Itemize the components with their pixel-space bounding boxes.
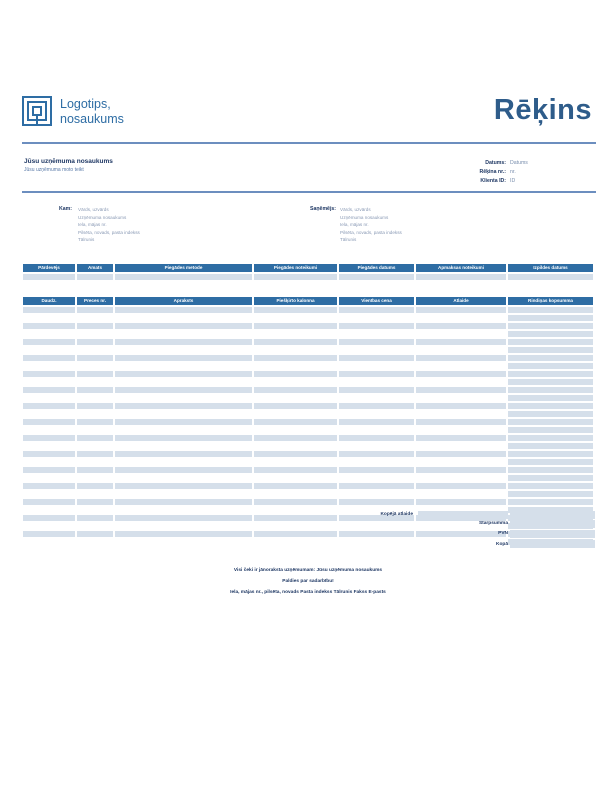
table-cell[interactable] (254, 339, 337, 345)
table-cell[interactable] (77, 499, 113, 505)
table-cell[interactable] (339, 395, 414, 401)
table-cell[interactable] (416, 331, 506, 337)
date-value: Datums (510, 160, 528, 166)
table-cell[interactable] (77, 379, 113, 385)
items-table-header (23, 297, 595, 305)
document-title: Rēķins (493, 94, 592, 126)
table-cell[interactable] (508, 331, 593, 337)
table-cell[interactable] (339, 443, 414, 449)
table-cell[interactable] (416, 347, 506, 353)
table-cell[interactable] (416, 403, 506, 409)
table-cell[interactable] (508, 451, 593, 457)
table-cell[interactable] (508, 315, 593, 321)
company-slogan: Jūsu uzņēmuma moto teikt (24, 167, 84, 173)
table-cell[interactable] (254, 371, 337, 377)
table-cell[interactable] (77, 339, 113, 345)
col-discount: Atlaide (416, 297, 506, 305)
table-cell[interactable] (77, 515, 113, 521)
total-cell[interactable] (510, 540, 595, 548)
table-row (23, 274, 595, 280)
table-cell[interactable] (23, 395, 75, 401)
table-cell[interactable] (23, 379, 75, 385)
table-cell[interactable] (508, 483, 593, 489)
col-shipping-terms: Piegādes noteikumi (254, 264, 337, 272)
table-row (23, 419, 595, 425)
table-cell[interactable] (115, 435, 252, 441)
table-cell[interactable] (115, 363, 252, 369)
bill-to-line: Vārds, uzvārds (78, 207, 109, 212)
shipping-table (23, 264, 595, 280)
table-cell[interactable] (254, 459, 337, 465)
table-cell[interactable] (339, 499, 414, 505)
table-cell[interactable] (339, 419, 414, 425)
invoice-number-label: Rēķina nr.: (479, 169, 506, 175)
table-cell[interactable] (115, 491, 252, 497)
table-cell[interactable] (416, 323, 506, 329)
meta-labels (440, 159, 506, 186)
bill-to-address (78, 206, 140, 244)
table-cell[interactable] (23, 419, 75, 425)
table-cell[interactable] (23, 339, 75, 345)
table-cell[interactable] (77, 427, 113, 433)
table-cell[interactable] (508, 491, 593, 497)
table-cell[interactable] (23, 523, 75, 529)
table-cell[interactable] (254, 387, 337, 393)
table-cell[interactable] (254, 467, 337, 473)
table-row (23, 363, 595, 369)
table-cell[interactable] (77, 315, 113, 321)
table-cell[interactable] (115, 379, 252, 385)
table-row (23, 499, 595, 505)
table-cell[interactable] (254, 491, 337, 497)
table-cell[interactable] (23, 539, 75, 545)
table-cell[interactable] (115, 315, 252, 321)
table-cell[interactable] (416, 451, 506, 457)
bill-to-line: Uzņēmuma nosaukums (78, 214, 127, 220)
table-cell[interactable] (23, 274, 75, 280)
table-cell[interactable] (508, 347, 593, 353)
table-cell[interactable] (254, 483, 337, 489)
logo-icon (22, 96, 52, 126)
table-cell[interactable] (77, 491, 113, 497)
col-description: Apraksts (115, 297, 252, 305)
vat-label: PVN (498, 531, 508, 536)
table-cell[interactable] (416, 355, 506, 361)
table-cell[interactable] (508, 363, 593, 369)
total-discount-label: Kopējā atlaide (380, 512, 413, 517)
table-cell[interactable] (77, 403, 113, 409)
table-cell[interactable] (339, 315, 414, 321)
table-cell[interactable] (77, 411, 113, 417)
table-cell[interactable] (77, 355, 113, 361)
table-row (23, 483, 595, 489)
table-cell[interactable] (416, 443, 506, 449)
table-cell[interactable] (339, 523, 414, 529)
table-row (23, 467, 595, 473)
table-cell[interactable] (508, 443, 593, 449)
table-cell[interactable] (508, 307, 593, 313)
client-id-value: ID (510, 178, 516, 184)
footer-thanks: Paldies par sadarbību! (282, 579, 334, 584)
table-cell[interactable] (339, 355, 414, 361)
table-cell[interactable] (23, 515, 75, 521)
table-cell[interactable] (339, 363, 414, 369)
table-cell[interactable] (23, 371, 75, 377)
table-cell[interactable] (339, 331, 414, 337)
total-discount-line-cell[interactable] (510, 511, 595, 519)
table-cell[interactable] (254, 331, 337, 337)
col-payment-terms: Apmaksas noteikumi (416, 264, 506, 272)
table-cell[interactable] (339, 371, 414, 377)
total-discount-cell[interactable] (418, 511, 508, 519)
table-cell[interactable] (77, 395, 113, 401)
table-cell[interactable] (77, 435, 113, 441)
table-cell[interactable] (115, 274, 252, 280)
shipping-table-header (23, 264, 595, 272)
table-cell[interactable] (77, 483, 113, 489)
table-row (23, 451, 595, 457)
table-cell[interactable] (416, 379, 506, 385)
table-cell[interactable] (508, 459, 593, 465)
table-cell[interactable] (77, 539, 113, 545)
table-cell[interactable] (115, 443, 252, 449)
col-job: Amats (77, 264, 113, 272)
meta-values (510, 159, 528, 186)
ship-to-line: Iela, mājas nr. (340, 222, 369, 228)
items-table-body (23, 307, 595, 545)
table-cell[interactable] (254, 435, 337, 441)
table-cell[interactable] (115, 499, 252, 505)
table-cell[interactable] (339, 411, 414, 417)
table-cell[interactable] (508, 403, 593, 409)
table-row (23, 315, 595, 321)
company-name: Jūsu uzņēmuma nosaukums (24, 158, 113, 165)
bill-to-label: Kam: (59, 206, 72, 212)
table-cell[interactable] (115, 507, 252, 513)
col-line-total: Rindiņas kopsumma (508, 297, 593, 305)
table-cell[interactable] (339, 531, 414, 537)
col-column: Piešķirto kalonna (254, 297, 337, 305)
table-cell[interactable] (339, 403, 414, 409)
table-cell[interactable] (23, 443, 75, 449)
table-cell[interactable] (339, 379, 414, 385)
table-cell[interactable] (23, 347, 75, 353)
total-label: Kopā (496, 542, 508, 547)
table-cell[interactable] (416, 371, 506, 377)
table-cell[interactable] (115, 355, 252, 361)
subtotal-cell[interactable] (510, 520, 595, 528)
table-cell[interactable] (508, 499, 593, 505)
table-cell[interactable] (416, 274, 506, 280)
table-cell[interactable] (115, 539, 252, 545)
table-cell[interactable] (23, 411, 75, 417)
table-row (23, 395, 595, 401)
table-cell[interactable] (508, 339, 593, 345)
table-cell[interactable] (339, 491, 414, 497)
table-cell[interactable] (115, 451, 252, 457)
table-cell[interactable] (416, 363, 506, 369)
table-cell[interactable] (254, 539, 337, 545)
table-cell[interactable] (115, 467, 252, 473)
col-delivery-date: Piegādes datums (339, 264, 414, 272)
table-row (23, 475, 595, 481)
table-cell[interactable] (77, 387, 113, 393)
table-cell[interactable] (508, 323, 593, 329)
table-cell[interactable] (254, 379, 337, 385)
table-cell[interactable] (23, 331, 75, 337)
table-cell[interactable] (115, 483, 252, 489)
table-cell[interactable] (254, 347, 337, 353)
table-cell[interactable] (77, 523, 113, 529)
ship-to-label: Saņēmējs: (310, 206, 336, 212)
table-cell[interactable] (115, 523, 252, 529)
table-cell[interactable] (254, 403, 337, 409)
table-cell[interactable] (254, 323, 337, 329)
items-table (23, 297, 595, 545)
table-cell[interactable] (23, 323, 75, 329)
table-cell[interactable] (254, 443, 337, 449)
table-cell[interactable] (254, 363, 337, 369)
table-cell[interactable] (23, 435, 75, 441)
table-cell[interactable] (254, 274, 337, 280)
table-cell[interactable] (339, 451, 414, 457)
subtotal-label: Starpsumma (478, 521, 508, 526)
col-shipping-method: Piegādes metode (115, 264, 252, 272)
date-label: Datums: (485, 160, 506, 166)
col-salesperson: Pārdevējs (23, 264, 75, 272)
table-cell[interactable] (416, 315, 506, 321)
table-cell[interactable] (254, 307, 337, 313)
client-id-label: Klienta ID: (480, 178, 506, 184)
footer-payable-note: Visi čeki ir jānoraksta uzņēmumam: Jūsu uzņēmuma nosaukums (233, 568, 383, 573)
table-cell[interactable] (23, 387, 75, 393)
table-cell[interactable] (254, 523, 337, 529)
table-cell[interactable] (115, 475, 252, 481)
table-cell[interactable] (254, 475, 337, 481)
meta-divider (22, 191, 596, 193)
table-cell[interactable] (115, 339, 252, 345)
table-cell[interactable] (416, 467, 506, 473)
table-cell[interactable] (23, 499, 75, 505)
vat-cell[interactable] (510, 530, 595, 538)
col-unit-price: Vienības cena (339, 297, 414, 305)
table-cell[interactable] (77, 363, 113, 369)
table-cell[interactable] (254, 355, 337, 361)
table-cell[interactable] (508, 379, 593, 385)
table-cell[interactable] (339, 467, 414, 473)
table-cell[interactable] (254, 499, 337, 505)
table-cell[interactable] (339, 323, 414, 329)
table-cell[interactable] (115, 403, 252, 409)
ship-to-line: Pilsēta, novads, pasta indekss (340, 229, 402, 235)
table-cell[interactable] (508, 274, 593, 280)
bill-to-line: Tālrunis (78, 237, 95, 243)
table-cell[interactable] (339, 475, 414, 481)
table-cell[interactable] (339, 483, 414, 489)
table-cell[interactable] (508, 467, 593, 473)
table-cell[interactable] (339, 307, 414, 313)
table-cell[interactable] (339, 274, 414, 280)
table-cell[interactable] (416, 483, 506, 489)
table-row (23, 347, 595, 353)
bill-to-line: Iela, mājas nr. (78, 222, 107, 228)
table-cell[interactable] (115, 331, 252, 337)
table-row (23, 339, 595, 345)
col-quantity: Daudz. (23, 297, 75, 305)
table-cell[interactable] (115, 371, 252, 377)
table-cell[interactable] (508, 475, 593, 481)
table-cell[interactable] (339, 427, 414, 433)
table-cell[interactable] (23, 307, 75, 313)
table-cell[interactable] (339, 435, 414, 441)
table-cell[interactable] (23, 459, 75, 465)
ship-to-line: Vārds, uzvārds (340, 207, 371, 212)
table-cell[interactable] (115, 459, 252, 465)
table-cell[interactable] (508, 387, 593, 393)
table-cell[interactable] (339, 539, 414, 545)
table-cell[interactable] (23, 403, 75, 409)
table-row (23, 435, 595, 441)
table-cell[interactable] (508, 411, 593, 417)
table-cell[interactable] (508, 395, 593, 401)
table-cell[interactable] (416, 387, 506, 393)
table-cell[interactable] (115, 419, 252, 425)
table-cell[interactable] (339, 459, 414, 465)
table-row (23, 459, 595, 465)
logo-line-2: nosaukums (60, 112, 124, 126)
table-cell[interactable] (77, 443, 113, 449)
table-cell[interactable] (77, 531, 113, 537)
table-cell[interactable] (77, 475, 113, 481)
table-cell[interactable] (416, 307, 506, 313)
ship-to-line: Uzņēmuma nosaukums (340, 214, 389, 220)
table-cell[interactable] (416, 491, 506, 497)
table-row (23, 355, 595, 361)
table-cell[interactable] (254, 451, 337, 457)
table-cell[interactable] (254, 427, 337, 433)
table-cell[interactable] (115, 387, 252, 393)
table-cell[interactable] (23, 531, 75, 537)
table-row (23, 323, 595, 329)
table-cell[interactable] (416, 395, 506, 401)
table-row (23, 387, 595, 393)
table-cell[interactable] (339, 339, 414, 345)
header-divider (22, 142, 596, 144)
table-cell[interactable] (416, 411, 506, 417)
table-cell[interactable] (508, 371, 593, 377)
table-cell[interactable] (339, 387, 414, 393)
table-row (23, 491, 595, 497)
table-cell[interactable] (416, 427, 506, 433)
table-cell[interactable] (115, 347, 252, 353)
table-cell[interactable] (77, 507, 113, 513)
table-cell[interactable] (23, 491, 75, 497)
table-cell[interactable] (77, 274, 113, 280)
table-row (23, 371, 595, 377)
table-cell[interactable] (254, 419, 337, 425)
table-cell[interactable] (115, 307, 252, 313)
table-cell[interactable] (115, 323, 252, 329)
table-cell[interactable] (23, 427, 75, 433)
table-cell[interactable] (254, 531, 337, 537)
table-cell[interactable] (254, 395, 337, 401)
table-row (23, 427, 595, 433)
table-cell[interactable] (23, 451, 75, 457)
table-cell[interactable] (254, 411, 337, 417)
table-cell[interactable] (77, 347, 113, 353)
bill-to-line: Pilsēta, novads, pasta indekss (78, 229, 140, 235)
table-cell[interactable] (115, 515, 252, 521)
logo-line-1: Logotips, (60, 97, 111, 111)
table-cell[interactable] (115, 531, 252, 537)
table-cell[interactable] (77, 307, 113, 313)
logo-name (60, 97, 124, 127)
table-cell[interactable] (508, 427, 593, 433)
table-row (23, 331, 595, 337)
table-cell[interactable] (77, 419, 113, 425)
footer (0, 565, 616, 598)
table-cell[interactable] (416, 459, 506, 465)
ship-to-address (340, 206, 402, 244)
table-cell[interactable] (254, 315, 337, 321)
table-cell[interactable] (416, 435, 506, 441)
table-cell[interactable] (508, 435, 593, 441)
table-cell[interactable] (77, 371, 113, 377)
table-cell[interactable] (115, 411, 252, 417)
table-cell[interactable] (77, 451, 113, 457)
invoice-number-value: nr. (510, 169, 516, 175)
table-cell[interactable] (23, 483, 75, 489)
table-cell[interactable] (23, 467, 75, 473)
table-cell[interactable] (23, 315, 75, 321)
footer-contact: Iela, mājas nr., pilsēta, novads Pasta indekss Tālrunis Fakss E-pasts (230, 590, 386, 595)
col-due-date: Izpildes datums (508, 264, 593, 272)
table-cell[interactable] (115, 427, 252, 433)
table-cell[interactable] (416, 419, 506, 425)
table-cell[interactable] (416, 339, 506, 345)
table-cell[interactable] (115, 395, 252, 401)
table-cell[interactable] (416, 475, 506, 481)
table-cell[interactable] (23, 475, 75, 481)
table-row (23, 379, 595, 385)
table-cell[interactable] (77, 323, 113, 329)
table-cell[interactable] (508, 355, 593, 361)
ship-to-line: Tālrunis (340, 237, 357, 243)
table-cell[interactable] (339, 347, 414, 353)
table-row (23, 403, 595, 409)
table-cell[interactable] (77, 467, 113, 473)
table-row (23, 443, 595, 449)
col-item-number: Preces nr. (77, 297, 113, 305)
table-row (23, 411, 595, 417)
table-cell[interactable] (23, 507, 75, 513)
table-cell[interactable] (23, 355, 75, 361)
table-cell[interactable] (77, 459, 113, 465)
table-cell[interactable] (77, 331, 113, 337)
table-row (23, 307, 595, 313)
table-cell[interactable] (508, 419, 593, 425)
table-cell[interactable] (416, 499, 506, 505)
table-cell[interactable] (23, 363, 75, 369)
